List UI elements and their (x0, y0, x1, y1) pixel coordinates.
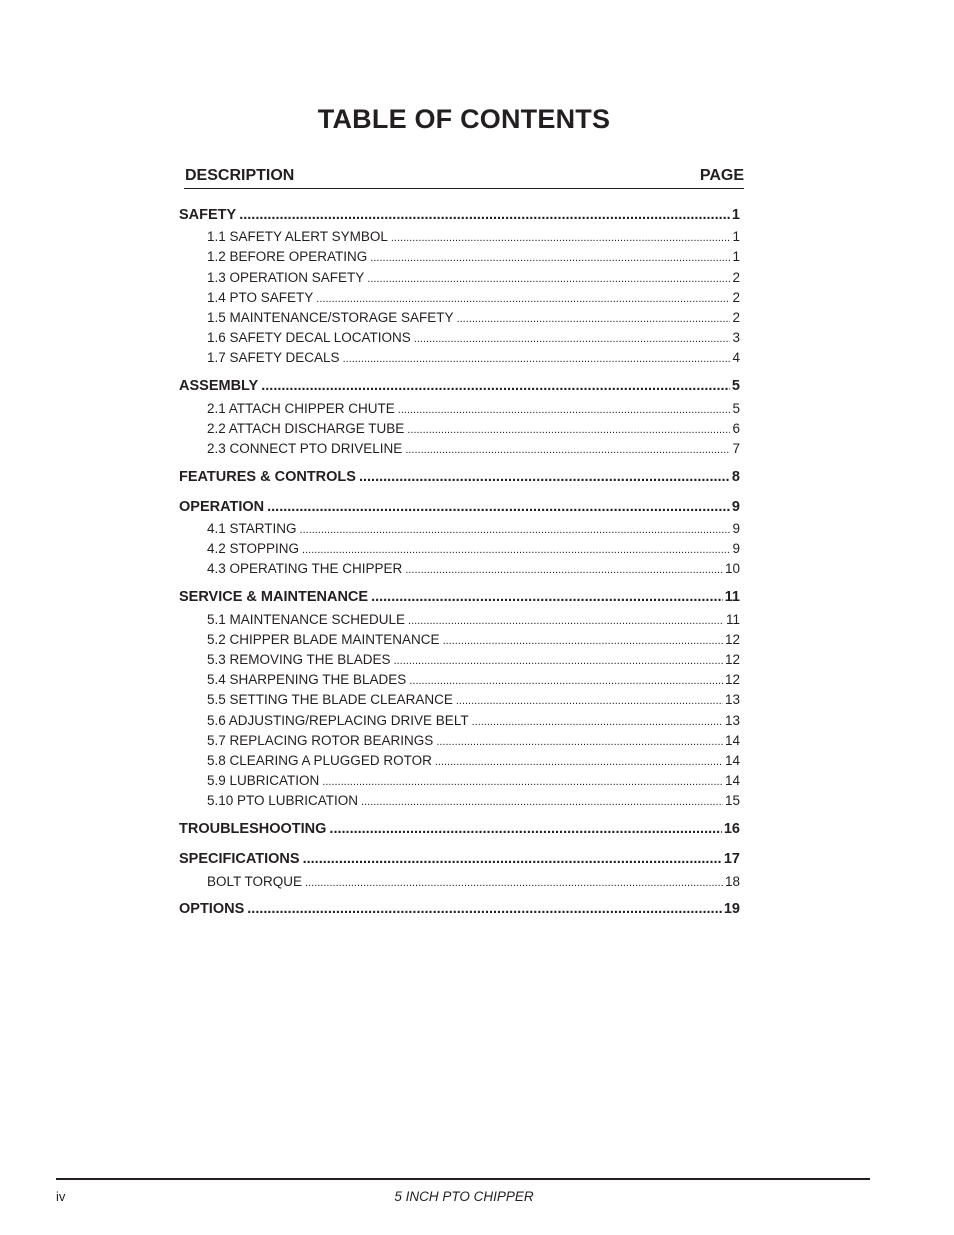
toc-page-number: 11 (724, 589, 740, 605)
toc-subsection[interactable] (179, 350, 740, 365)
toc-subsection[interactable] (179, 632, 740, 647)
dot-leader (436, 733, 723, 748)
footer-document-title: 5 INCH PTO CHIPPER (394, 1189, 534, 1204)
toc-page-number: 1 (731, 207, 740, 223)
dot-leader (322, 773, 723, 788)
toc-label: TROUBLESHOOTING (179, 821, 327, 837)
dot-leader (472, 713, 723, 728)
dot-leader (391, 229, 731, 244)
toc-label: SERVICE & MAINTENANCE (179, 589, 369, 605)
toc-label: 4.2 STOPPING (207, 541, 300, 556)
toc-page-number: 10 (724, 561, 740, 576)
toc-page-number: 14 (724, 733, 740, 748)
toc-page-number: 17 (723, 851, 740, 867)
dot-leader (261, 378, 730, 394)
toc-section[interactable] (179, 499, 740, 515)
toc-subsection[interactable] (179, 733, 740, 748)
toc-subsection[interactable] (179, 874, 740, 889)
toc-subsection[interactable] (179, 441, 740, 456)
dot-leader (316, 290, 730, 305)
toc-label: 1.2 BEFORE OPERATING (207, 249, 368, 264)
toc-subsection[interactable] (179, 652, 740, 667)
toc-page-number: 13 (724, 692, 740, 707)
toc-section[interactable] (179, 901, 740, 917)
toc-page-number: 15 (724, 793, 740, 808)
toc-subsection[interactable] (179, 793, 740, 808)
toc-label: 5.7 REPLACING ROTOR BEARINGS (207, 733, 434, 748)
toc-page-number: 9 (731, 499, 740, 515)
toc-page-number: 1 (732, 249, 740, 264)
toc-page-number: 1 (732, 229, 740, 244)
toc-page-number: 12 (724, 652, 740, 667)
toc-page-number: 12 (724, 672, 740, 687)
toc-label: BOLT TORQUE (207, 874, 303, 889)
dot-leader (302, 541, 730, 556)
dot-leader (456, 692, 723, 707)
toc-subsection[interactable] (179, 270, 740, 285)
column-header (184, 166, 744, 189)
dot-leader (361, 793, 723, 808)
toc-label: 5.4 SHARPENING THE BLADES (207, 672, 407, 687)
toc-label: 1.5 MAINTENANCE/STORAGE SAFETY (207, 310, 454, 325)
toc-section[interactable] (179, 469, 740, 485)
toc-page-number: 19 (723, 901, 740, 917)
footer-page-number: iv (56, 1189, 66, 1204)
toc-subsection[interactable] (179, 401, 740, 416)
toc-page-number: 14 (724, 753, 740, 768)
toc-subsection[interactable] (179, 612, 740, 627)
page-column-label: PAGE (699, 167, 744, 184)
toc-label: 4.3 OPERATING THE CHIPPER (207, 561, 403, 576)
toc-label: 2.1 ATTACH CHIPPER CHUTE (207, 401, 395, 416)
toc-subsection[interactable] (179, 692, 740, 707)
toc-label: OPTIONS (179, 901, 245, 917)
toc-subsection[interactable] (179, 561, 740, 576)
toc-page-number: 16 (723, 821, 740, 837)
toc-label: 5.6 ADJUSTING/REPLACING DRIVE BELT (207, 713, 469, 728)
dot-leader (443, 632, 723, 647)
toc-subsection[interactable] (179, 229, 740, 244)
toc-label: 2.3 CONNECT PTO DRIVELINE (207, 441, 403, 456)
toc-subsection[interactable] (179, 249, 740, 264)
dot-leader (359, 469, 730, 485)
toc-page-number: 3 (732, 330, 740, 345)
dot-leader (409, 672, 723, 687)
toc-label: FEATURES & CONTROLS (179, 469, 356, 485)
toc-label: SAFETY (179, 207, 237, 223)
toc-page-number: 18 (724, 874, 740, 889)
toc-label: 5.8 CLEARING A PLUGGED ROTOR (207, 753, 432, 768)
toc-page-number: 2 (732, 310, 740, 325)
dot-leader (303, 851, 722, 867)
toc-subsection[interactable] (179, 672, 740, 687)
toc-label: 1.3 OPERATION SAFETY (207, 270, 365, 285)
toc-label: 5.10 PTO LUBRICATION (207, 793, 359, 808)
dot-leader (329, 821, 721, 837)
toc-subsection[interactable] (179, 753, 740, 768)
toc-label: 1.6 SAFETY DECAL LOCATIONS (207, 330, 411, 345)
toc-page-number: 2 (732, 270, 740, 285)
toc-page-number: 4 (732, 350, 740, 365)
dot-leader (247, 901, 722, 917)
toc-section[interactable] (179, 851, 740, 867)
dot-leader (457, 310, 731, 325)
toc-label: 1.4 PTO SAFETY (207, 290, 314, 305)
toc-section[interactable] (179, 378, 740, 394)
toc-page-number: 9 (732, 541, 740, 556)
toc-subsection[interactable] (179, 773, 740, 788)
toc-label: 1.7 SAFETY DECALS (207, 350, 340, 365)
toc-label: 5.3 REMOVING THE BLADES (207, 652, 391, 667)
toc-subsection[interactable] (179, 330, 740, 345)
toc-page-number: 12 (724, 632, 740, 647)
page-title: TABLE OF CONTENTS (317, 104, 611, 134)
toc-subsection[interactable] (179, 541, 740, 556)
toc-label: 4.1 STARTING (207, 521, 297, 536)
dot-leader (267, 499, 730, 515)
toc-label: SPECIFICATIONS (179, 851, 300, 867)
toc-page-number: 9 (732, 521, 740, 536)
toc-page-number: 7 (732, 441, 740, 456)
toc-section[interactable] (179, 207, 740, 223)
toc-label: 5.5 SETTING THE BLADE CLEARANCE (207, 692, 453, 707)
toc-label: 5.2 CHIPPER BLADE MAINTENANCE (207, 632, 440, 647)
dot-leader (414, 330, 731, 345)
description-column-label: DESCRIPTION (185, 167, 295, 184)
dot-leader (239, 207, 730, 223)
dot-leader (435, 753, 723, 768)
toc-label: OPERATION (179, 499, 265, 515)
toc-subsection[interactable] (179, 421, 740, 436)
dot-leader (370, 249, 730, 264)
dot-leader (300, 521, 731, 536)
toc-page-number: 11 (725, 612, 740, 627)
dot-leader (371, 589, 723, 605)
toc-label: 1.1 SAFETY ALERT SYMBOL (207, 229, 388, 244)
toc-label: ASSEMBLY (179, 378, 259, 394)
toc-page-number: 2 (732, 290, 740, 305)
dot-leader (398, 401, 731, 416)
dot-leader (367, 270, 730, 285)
toc-section[interactable] (179, 821, 740, 837)
dot-leader (408, 612, 724, 627)
toc-label: 2.2 ATTACH DISCHARGE TUBE (207, 421, 405, 436)
toc-page-number: 5 (731, 378, 740, 394)
toc-section[interactable] (179, 589, 740, 605)
toc-page-number: 13 (724, 713, 740, 728)
dot-leader (405, 561, 723, 576)
dot-leader (343, 350, 731, 365)
dot-leader (405, 441, 730, 456)
toc-label: 5.1 MAINTENANCE SCHEDULE (207, 612, 406, 627)
toc-subsection[interactable] (179, 310, 740, 325)
footer-divider (56, 1178, 870, 1180)
toc-page-number: 8 (731, 469, 740, 485)
dot-leader (407, 421, 730, 436)
toc-page-number: 14 (724, 773, 740, 788)
toc-subsection[interactable] (179, 290, 740, 305)
dot-leader (305, 874, 723, 889)
toc-page-number: 6 (732, 421, 740, 436)
dot-leader (394, 652, 723, 667)
toc-subsection[interactable] (179, 713, 740, 728)
toc-label: 5.9 LUBRICATION (207, 773, 320, 788)
toc-subsection[interactable] (179, 521, 740, 536)
toc-page-number: 5 (732, 401, 740, 416)
